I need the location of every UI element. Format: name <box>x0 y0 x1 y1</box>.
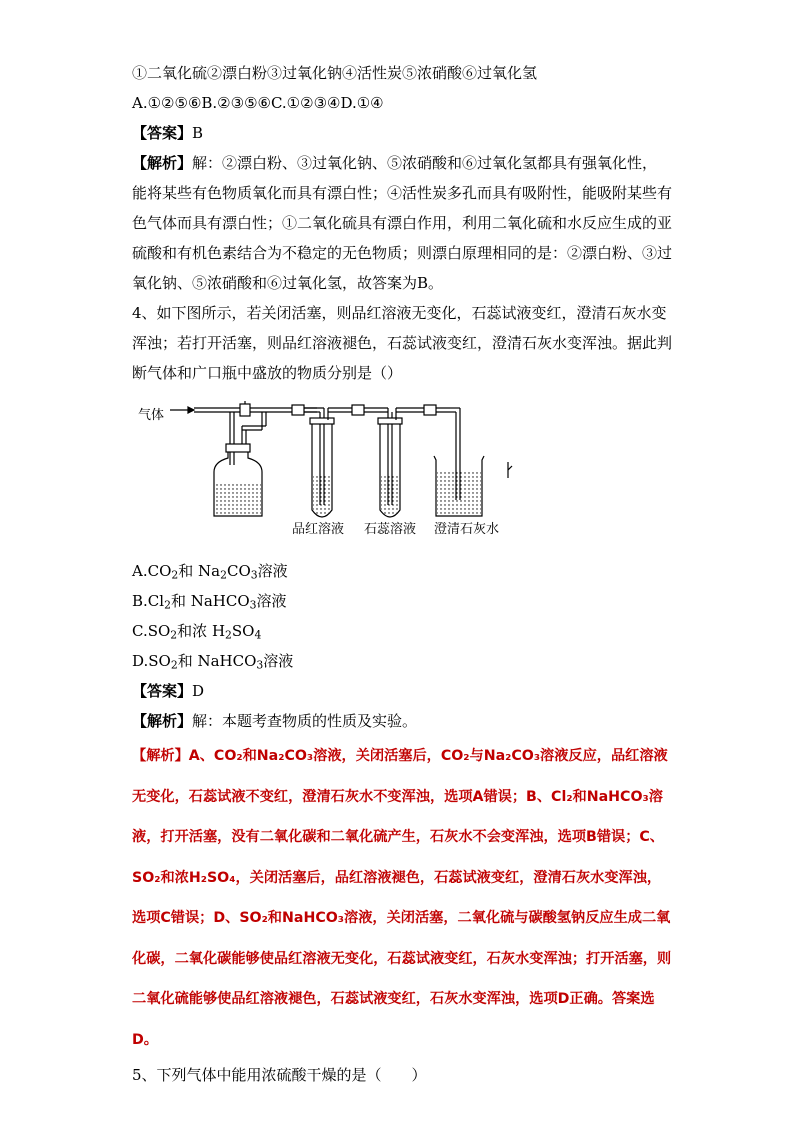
answer-tag: 【答案】 <box>132 124 193 142</box>
subscript: 2 <box>220 568 227 582</box>
apparatus-figure <box>132 400 532 540</box>
option-text: 溶液 <box>256 592 287 610</box>
document-page <box>132 58 672 1090</box>
q4-analysis <box>132 706 672 736</box>
q4-option-a <box>132 556 672 586</box>
option-text: SO <box>231 622 255 640</box>
q4-answer <box>132 676 672 706</box>
q3-analysis <box>132 148 672 298</box>
q4-option-b <box>132 586 672 616</box>
q4-red-analysis: 【解析】A、CO₂和Na₂CO₃溶液，关闭活塞后，CO₂与Na₂CO₃溶液反应，品红溶液无变化，石蕊试液不变红，澄清石灰水不变浑浊，选项A错误；B、Cl₂和NaHCO₃溶液，打开活塞，没有二氧化碳和二氧化硫产生，石灰水不会变浑浊，选项B错误；C、SO₂和浓H₂SO₄，关闭活塞后，品红溶液褪色，石蕊试液变红，澄清石灰水变浑浊，选项C错误；D、SO₂和NaHCO₃溶液，关闭活塞，二氧化硫与碳酸氢钠反应生成二氧化碳，二氧化碳能够使品红溶液无变化，石蕊试液变红，石灰水变浑浊；打开活塞，则二氧化硫能够使品红溶液褪色，石蕊试液变红，石灰水变浑浊，选项D正确。答案选D。 <box>132 748 672 1048</box>
q3-items: ①二氧化硫②漂白粉③过氧化钠④活性炭⑤浓硝酸⑥过氧化氢 <box>132 64 538 82</box>
option-text: 和 NaHCO <box>177 652 257 670</box>
option-text: A.CO <box>132 562 172 580</box>
answer-value: D <box>192 682 205 700</box>
answer-value: B <box>192 124 204 142</box>
subscript: 2 <box>171 568 179 582</box>
option-text: 和 NaHCO <box>170 592 250 610</box>
option-text: B.Cl <box>132 592 165 610</box>
caption-shihuishui: 澄清石灰水 <box>434 522 500 537</box>
option-text: CO <box>226 562 251 580</box>
q4-option-d <box>132 646 672 676</box>
gas-label: 气体 <box>138 408 165 423</box>
analysis-text: 解：②漂白粉、③过氧化钠、⑤浓硝酸和⑥过氧化氢都具有强氧化性，能将某些有色物质氧化而具有漂白性；④活性炭多孔而具有吸附性，能吸附某些有色气体而具有漂白性；①二氧化硫具有漂白作用，利用二氧化硫和水反应生成的亚硫酸和有机色素结合为不稳定的无色物质；则漂白原理相同的是：②漂白粉、③过氧化钠、⑤浓硝酸和⑥过氧化氢，故答案为B。 <box>132 154 673 292</box>
option-text: 和浓 H <box>177 622 226 640</box>
option-text: C.SO <box>132 622 171 640</box>
q3-options: A.①②⑤⑥B.②③⑤⑥C.①②③④D.①④ <box>132 94 384 112</box>
answer-tag: 【答案】 <box>132 682 193 700</box>
analysis-tag: 【解析】 <box>132 154 193 172</box>
option-text: D.SO <box>132 652 171 670</box>
option-text: 和 Na <box>178 562 221 580</box>
q4-stem: 4、如下图所示，若关闭活塞，则品红溶液无变化，石蕊试液变红，澄清石灰水变浑浊；若打开活塞，则品红溶液褪色，石蕊试液变红，澄清石灰水变浑浊。据此判断气体和广口瓶中盛放的物质分别是（） <box>132 304 673 382</box>
subscript: 3 <box>250 568 258 582</box>
subscript: 3 <box>249 598 257 612</box>
subscript: 3 <box>256 658 264 672</box>
analysis-tag: 【解析】 <box>132 712 193 730</box>
analysis-text: 解：本题考查物质的性质及实验。 <box>192 712 418 730</box>
q4-option-c <box>132 616 672 646</box>
caption-shirui: 石蕊溶液 <box>364 522 417 537</box>
q3-answer <box>132 118 672 148</box>
subscript: 2 <box>170 658 178 672</box>
subscript: 2 <box>170 628 178 642</box>
subscript: 4 <box>254 628 262 642</box>
caption-pinhong: 品红溶液 <box>292 522 345 537</box>
option-text: 溶液 <box>257 562 288 580</box>
option-text: 溶液 <box>263 652 294 670</box>
subscript: 2 <box>164 598 171 612</box>
q5-stem: 5、下列气体中能用浓硫酸干燥的是（ ） <box>132 1066 427 1084</box>
subscript: 2 <box>225 628 232 642</box>
